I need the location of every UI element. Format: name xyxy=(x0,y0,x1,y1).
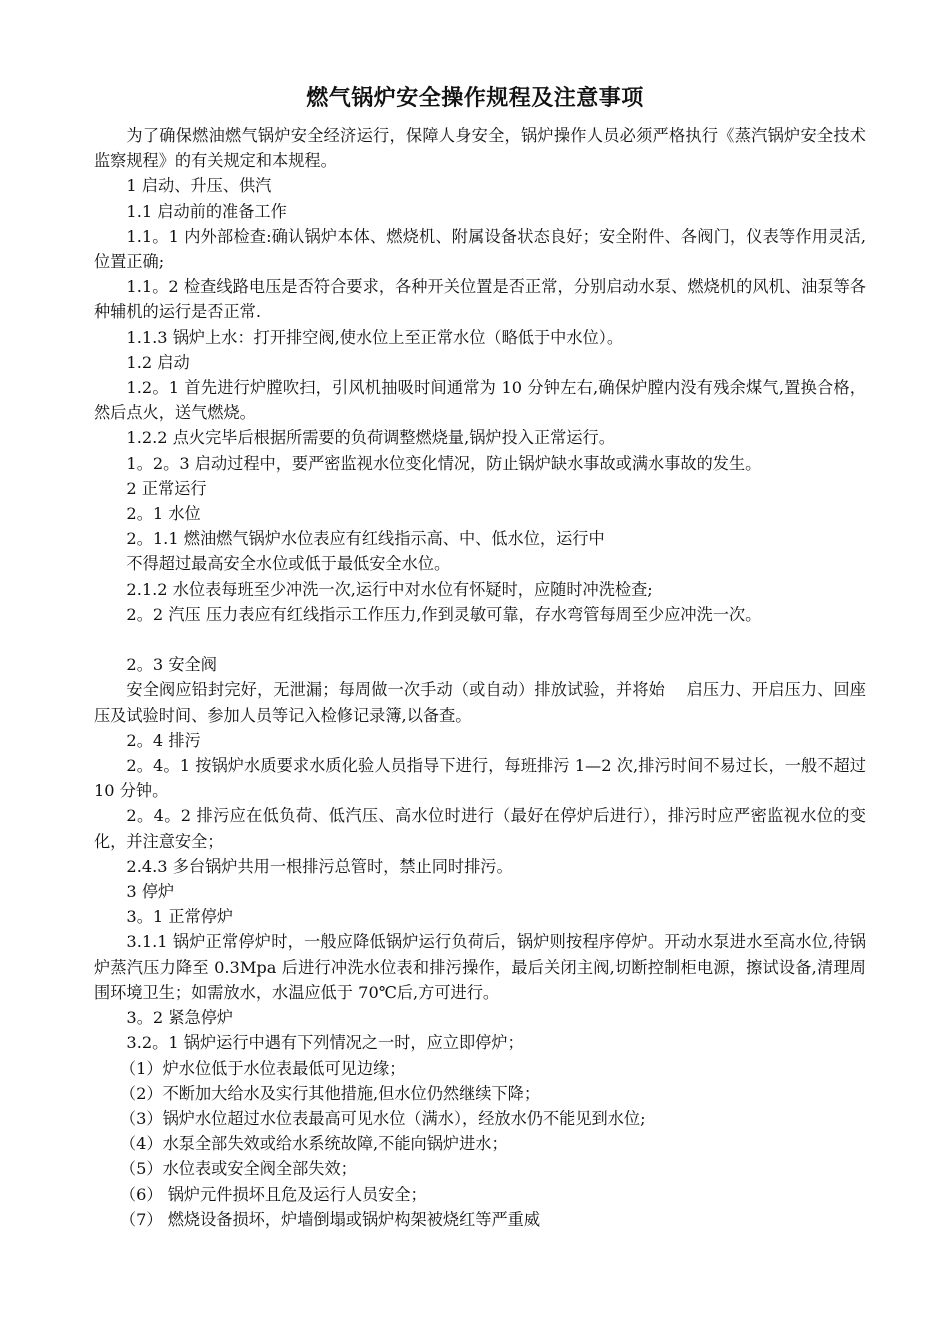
paragraph: 2.4.3 多台锅炉共用一根排污总管时，禁止同时排污。 xyxy=(126,856,513,876)
subsection-heading: 2。4 排污 xyxy=(126,730,201,750)
paragraph: 3.2。1 锅炉运行中遇有下列情况之一时，应立即停炉； xyxy=(126,1033,524,1053)
list-item: （5）水位表或安全阀全部失效； xyxy=(119,1159,357,1179)
list-item: （1）炉水位低于水位表最低可见边缘； xyxy=(119,1058,406,1078)
blank-line xyxy=(94,627,866,652)
paragraph: 2。2 汽压 压力表应有红线指示工作压力,作到灵敏可靠，存水弯管每周至少应冲洗一次。 xyxy=(126,604,762,624)
document-body xyxy=(94,123,866,1232)
subsection-heading: 1.2 启动 xyxy=(126,352,190,372)
paragraph: 1.2.2 点火完毕后根据所需要的负荷调整燃烧量,锅炉投入正常运行。 xyxy=(126,428,615,448)
list-item: （6） 锅炉元件损坏且危及运行人员安全； xyxy=(119,1184,427,1204)
paragraph: 1.2。1 首先进行炉膛吹扫，引风机抽吸时间通常为 10 分钟左右,确保炉膛内没有残余煤气,置换合格，然后点火，送气燃烧。 xyxy=(94,378,866,423)
subsection-heading: 1.1 启动前的准备工作 xyxy=(126,201,287,221)
paragraph: 2。1.1 燃油燃气锅炉水位表应有红线指示高、中、低水位，运行中 xyxy=(126,529,605,549)
subsection-heading: 3。1 正常停炉 xyxy=(126,907,234,927)
subsection-heading: 3。2 紧急停炉 xyxy=(126,1008,234,1028)
list-item: （2）不断加大给水及实行其他措施,但水位仍然继续下降； xyxy=(119,1083,541,1103)
paragraph: 不得超过最高安全水位或低于最低安全水位。 xyxy=(126,554,451,574)
paragraph: 安全阀应铅封完好，无泄漏；每周做一次手动（或自动）排放试验，并将始 启压力、开启压力、回座压及试验时间、参加人员等记入检修记录簿,以备查。 xyxy=(94,680,866,725)
paragraph: 1。2。3 启动过程中，要严密监视水位变化情况，防止锅炉缺水事故或满水事故的发生。 xyxy=(126,453,762,473)
list-item: （3）锅炉水位超过水位表最高可见水位（满水），经放水仍不能见到水位; xyxy=(119,1108,646,1128)
paragraph-intro: 为了确保燃油燃气锅炉安全经济运行，保障人身安全，锅炉操作人员必须严格执行《蒸汽锅炉安全技术监察规程》的有关规定和本规程。 xyxy=(94,126,866,171)
subsection-heading: 2。1 水位 xyxy=(126,504,201,524)
document-title: 燃气锅炉安全操作规程及注意事项 xyxy=(306,85,644,111)
paragraph: 2。4。2 排污应在低负荷、低汽压、高水位时进行（最好在停炉后进行），排污时应严密监视水位的变化，并注意安全； xyxy=(94,806,866,851)
paragraph: 1.1。1 内外部检查:确认锅炉本体、燃烧机、附属设备状态良好；安全附件、各阀门，仪表等作用灵活,位置正确; xyxy=(94,226,866,272)
paragraph: 1.1。2 检查线路电压是否符合要求，各种开关位置是否正常，分别启动水泵、燃烧机的风机、油泵等各种辅机的运行是否正常. xyxy=(94,277,866,322)
paragraph: 1.1.3 锅炉上水：打开排空阀,使水位上至正常水位（略低于中水位）。 xyxy=(126,327,624,347)
paragraph: 2。4。1 按锅炉水质要求水质化验人员指导下进行，每班排污 1—2 次,排污时间不易过长，一般不超过 10 分钟。 xyxy=(94,756,866,801)
paragraph: 3.1.1 锅炉正常停炉时，一般应降低锅炉运行负荷后，锅炉则按程序停炉。开动水泵进水至高水位,待锅炉蒸汽压力降至 0.3Mpa 后进行冲洗水位表和排污操作，最后关闭主阀,切断控制柜电源，擦试设备,清理周围环境卫生；如需放水，水温应低于 70℃后,方可进行。 xyxy=(94,932,866,1002)
list-item: （7） 燃烧设备损坏，炉墙倒塌或锅炉构架被烧红等严重威 xyxy=(119,1209,541,1229)
paragraph: 2.1.2 水位表每班至少冲洗一次,运行中对水位有怀疑时，应随时冲洗检查; xyxy=(126,579,653,599)
section-heading: 3 停炉 xyxy=(126,882,175,902)
list-item: （4）水泵全部失效或给水系统故障,不能向锅炉进水； xyxy=(119,1134,508,1154)
section-heading: 2 正常运行 xyxy=(126,478,207,498)
subsection-heading: 2。3 安全阀 xyxy=(126,655,217,675)
section-heading: 1 启动、升压、供汽 xyxy=(126,176,272,196)
